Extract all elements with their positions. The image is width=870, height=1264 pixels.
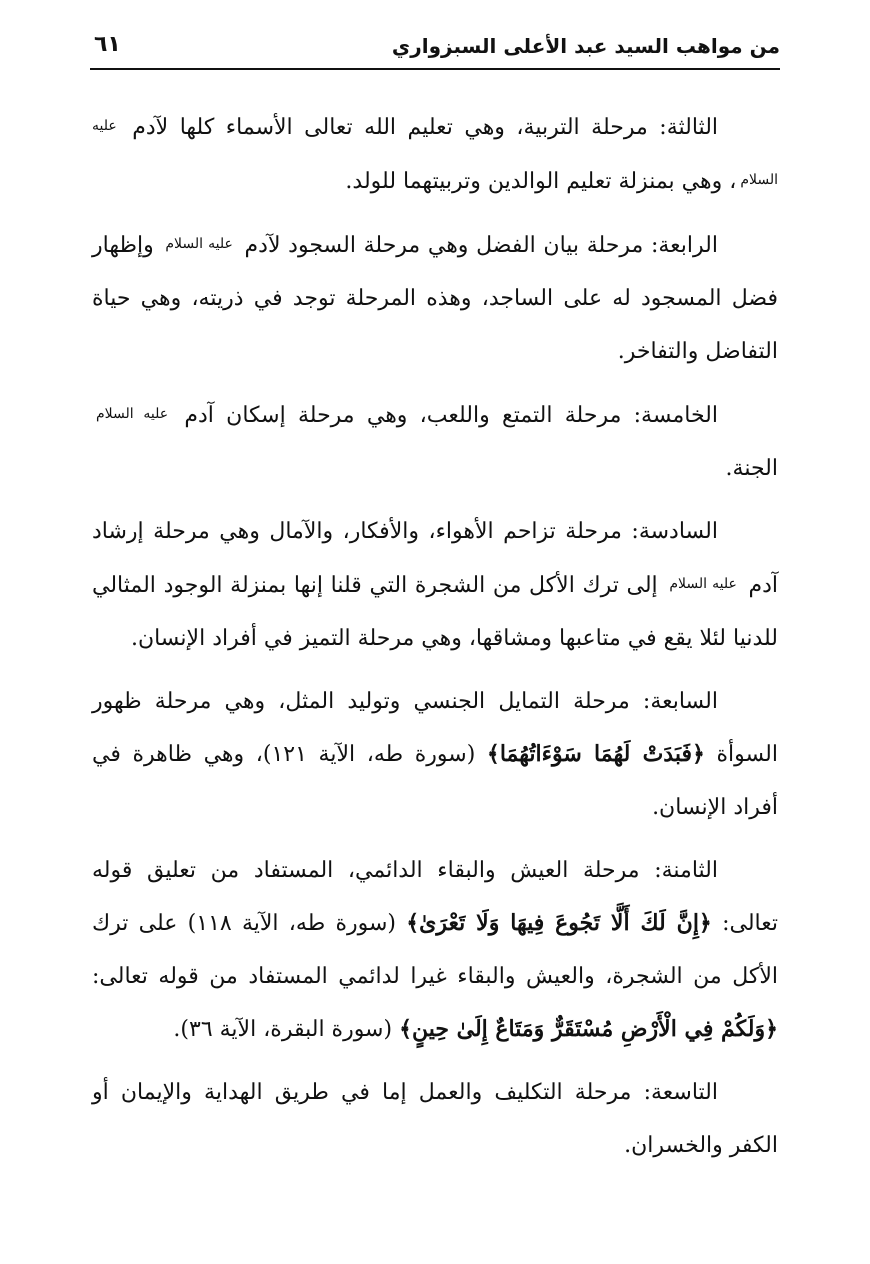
paragraph-fourth: [92, 218, 778, 378]
paragraph-lead: الخامسة:: [633, 403, 718, 428]
paragraph-fifth: [92, 388, 778, 495]
paragraph-lead: السادسة:: [631, 519, 718, 544]
quran-verse: ﴿وَلَكُمْ فِي الْأَرْضِ مُسْتَقَرٌّ وَمَتَاعٌ إِلَىٰ حِينٍ﴾: [399, 1016, 778, 1042]
paragraph-text: الجنة.: [725, 456, 778, 481]
body-text: [92, 100, 778, 1182]
paragraph-text: إلى ترك الأكل من الشجرة التي قلنا إنها بمنزلة الوجود المثالي للدنيا لئلا يقع في متاعبها ومشاقها، وهي مرحلة التميز في أفراد الإنسان.: [92, 573, 778, 651]
paragraph-ninth: [92, 1066, 778, 1172]
honorific-glyph: عليه السلام: [96, 406, 169, 422]
quran-verse: ﴿فَبَدَتْ لَهُمَا سَوْءَاتُهُمَا﴾: [486, 741, 705, 767]
paragraph-lead: الرابعة:: [650, 233, 718, 258]
honorific-glyph: عليه السلام: [92, 118, 778, 188]
paragraph-text: (سورة طه، الآية ١١٨) على ترك الأكل من الشجرة، والعيش والبقاء غيرا لدائمي المستفاد من قوله تعالى:: [92, 911, 778, 989]
paragraph-text: مرحلة التمتع واللعب، وهي مرحلة إسكان آدم: [184, 403, 634, 428]
paragraph-text: مرحلة التربية، وهي تعليم الله تعالى الأسماء كلها لآدم: [132, 115, 660, 140]
paragraph-text: (سورة طه، الآية ١٢١)، وهي ظاهرة في أفراد الإنسان.: [92, 742, 778, 820]
honorific-glyph: عليه السلام: [165, 236, 233, 252]
paragraph-lead: التاسعة:: [643, 1080, 718, 1105]
paragraph-text: مرحلة تزاحم الأهواء، والأفكار، والآمال وهي مرحلة إرشاد آدم: [92, 519, 778, 598]
quran-verse: ﴿إِنَّ لَكَ أَلَّا تَجُوعَ فِيهَا وَلَا تَعْرَىٰ﴾: [406, 910, 712, 936]
paragraph-text: وإظهار فضل المسجود له على الساجد، وهذه المرحلة توجد في ذريته، وهي حياة التفاضل والتفاخر.: [92, 233, 778, 364]
paragraph-text: مرحلة التكليف والعمل إما في طريق الهداية والإيمان أو الكفر والخسران.: [92, 1080, 778, 1158]
paragraph-sixth: [92, 505, 778, 665]
paragraph-text: (سورة البقرة، الآية ٣٦).: [173, 1017, 400, 1042]
paragraph-text: مرحلة التمايل الجنسي وتوليد المثل، وهي مرحلة ظهور السوأة: [92, 689, 778, 767]
page-header: [90, 30, 780, 70]
paragraph-third: [92, 100, 778, 208]
paragraph-text: مرحلة بيان الفضل وهي مرحلة السجود لآدم: [244, 233, 651, 258]
honorific-glyph: عليه السلام: [669, 576, 737, 592]
paragraph-lead: السابعة:: [642, 689, 718, 714]
page-number: ٦١: [94, 32, 121, 57]
running-title: من مواهب السيد عبد الأعلى السبزواري: [391, 34, 780, 58]
paragraph-text: ، وهي بمنزلة تعليم الوالدين وتربيتهما للولد.: [345, 169, 737, 194]
paragraph-seventh: [92, 675, 778, 834]
paragraph-lead: الثالثة:: [659, 115, 719, 140]
paragraph-eighth: [92, 844, 778, 1056]
paragraph-text: مرحلة العيش والبقاء الدائمي، المستفاد من تعليق قوله تعالى:: [92, 858, 778, 936]
header-rule: [90, 68, 780, 70]
paragraph-lead: الثامنة:: [654, 858, 718, 883]
